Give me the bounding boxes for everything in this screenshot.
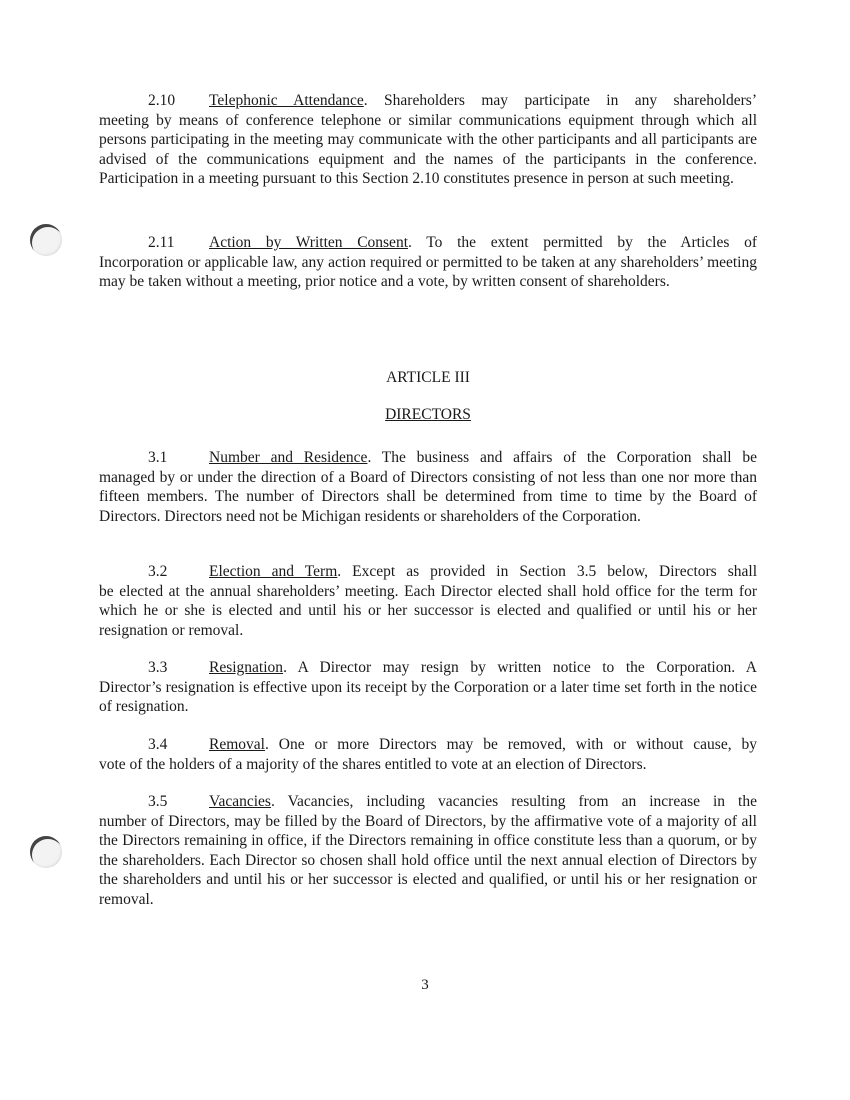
page-number: 3 — [421, 977, 429, 993]
section-heading: Vacancies — [209, 793, 271, 810]
punch-hole-bottom — [30, 836, 62, 868]
section-2-11 — [99, 233, 757, 292]
section-first-line-text: . Shareholders may participate in any shareholders’ — [363, 92, 757, 109]
section-body: meeting by means of conference telephone or similar communications equipment through which all persons participating in the meeting may communicate with the other participants and all participants are advised of the communications equipment and the names of the participants in the conference. Participation in a meeting pursuant to this Section 2.10 constitutes presence in person at such meeting. — [99, 111, 757, 188]
section-heading: Resignation — [209, 659, 284, 676]
section-body: be elected at the annual shareholders’ meeting. Each Director elected shall hold office for the term for which he or she is elected and until his or her successor is elected and qualified or until his or her resignation or removal. — [99, 582, 757, 639]
section-number: 2.11 — [148, 234, 175, 251]
section-body: Director’s resignation is effective upon its receipt by the Corporation or a later time set forth in the notice of resignation. — [99, 678, 757, 716]
section-heading: Action by Written Consent — [209, 234, 408, 251]
section-body: managed by or under the direction of a Board of Directors consisting of not less than one nor more than fifteen members. The number of Directors shall be determined from time to time by the Board of Directors. Directors need not be Michigan residents or shareholders of the Corporation. — [99, 468, 757, 525]
section-first-line — [99, 735, 757, 755]
article-subtitle — [99, 405, 757, 425]
section-3-2 — [99, 562, 757, 640]
section-first-line-text: . To the extent permitted by the Articles of — [408, 234, 757, 251]
section-number: 3.4 — [148, 736, 168, 753]
section-first-line — [99, 233, 757, 253]
article-title: ARTICLE III — [386, 369, 470, 386]
section-3-5 — [99, 792, 757, 910]
section-number: 3.1 — [148, 449, 168, 466]
section-first-line-text: . The business and affairs of the Corporation shall be — [367, 449, 758, 466]
section-body: vote of the holders of a majority of the shares entitled to vote at an election of Directors. — [99, 755, 647, 773]
section-heading: Election and Term — [209, 563, 338, 580]
section-first-line — [99, 792, 757, 812]
section-number: 2.10 — [148, 92, 176, 109]
section-3-3 — [99, 658, 757, 717]
section-heading: Telephonic Attendance — [209, 92, 364, 109]
section-first-line — [99, 91, 757, 111]
section-number: 3.2 — [148, 563, 168, 580]
section-first-line — [99, 562, 757, 582]
section-number: 3.5 — [148, 793, 168, 810]
section-body: number of Directors, may be filled by the Board of Directors, by the affirmative vote of a majority of all the Directors remaining in office, if the Directors remaining in office constitute less than a quorum, or by the shareholders. Each Director so chosen shall hold office until the next annual election of Directors by the shareholders and until his or her successor is elected and qualified, or until his or her resignation or removal. — [99, 812, 757, 908]
article-subtitle-text: DIRECTORS — [385, 406, 471, 423]
section-body: Incorporation or applicable law, any action required or permitted to be taken at any shareholders’ meeting may be taken without a meeting, prior notice and a vote, by written consent of shareholders. — [99, 253, 757, 291]
punch-hole-top — [30, 224, 62, 256]
section-2-10 — [99, 91, 757, 189]
section-heading: Removal — [209, 736, 265, 753]
section-heading: Number and Residence — [209, 449, 368, 466]
section-first-line-text: . A Director may resign by written notice to the Corporation. A — [283, 659, 757, 676]
section-first-line-text: . One or more Directors may be removed, with or without cause, by — [264, 736, 757, 753]
section-first-line — [99, 448, 757, 468]
section-first-line-text: . Vacancies, including vacancies resulting from an increase in the — [270, 793, 757, 810]
section-first-line-text: . Except as provided in Section 3.5 below, Directors shall — [337, 563, 757, 580]
section-number: 3.3 — [148, 659, 168, 676]
section-3-1 — [99, 448, 757, 526]
section-first-line — [99, 658, 757, 678]
section-3-4 — [99, 735, 757, 774]
